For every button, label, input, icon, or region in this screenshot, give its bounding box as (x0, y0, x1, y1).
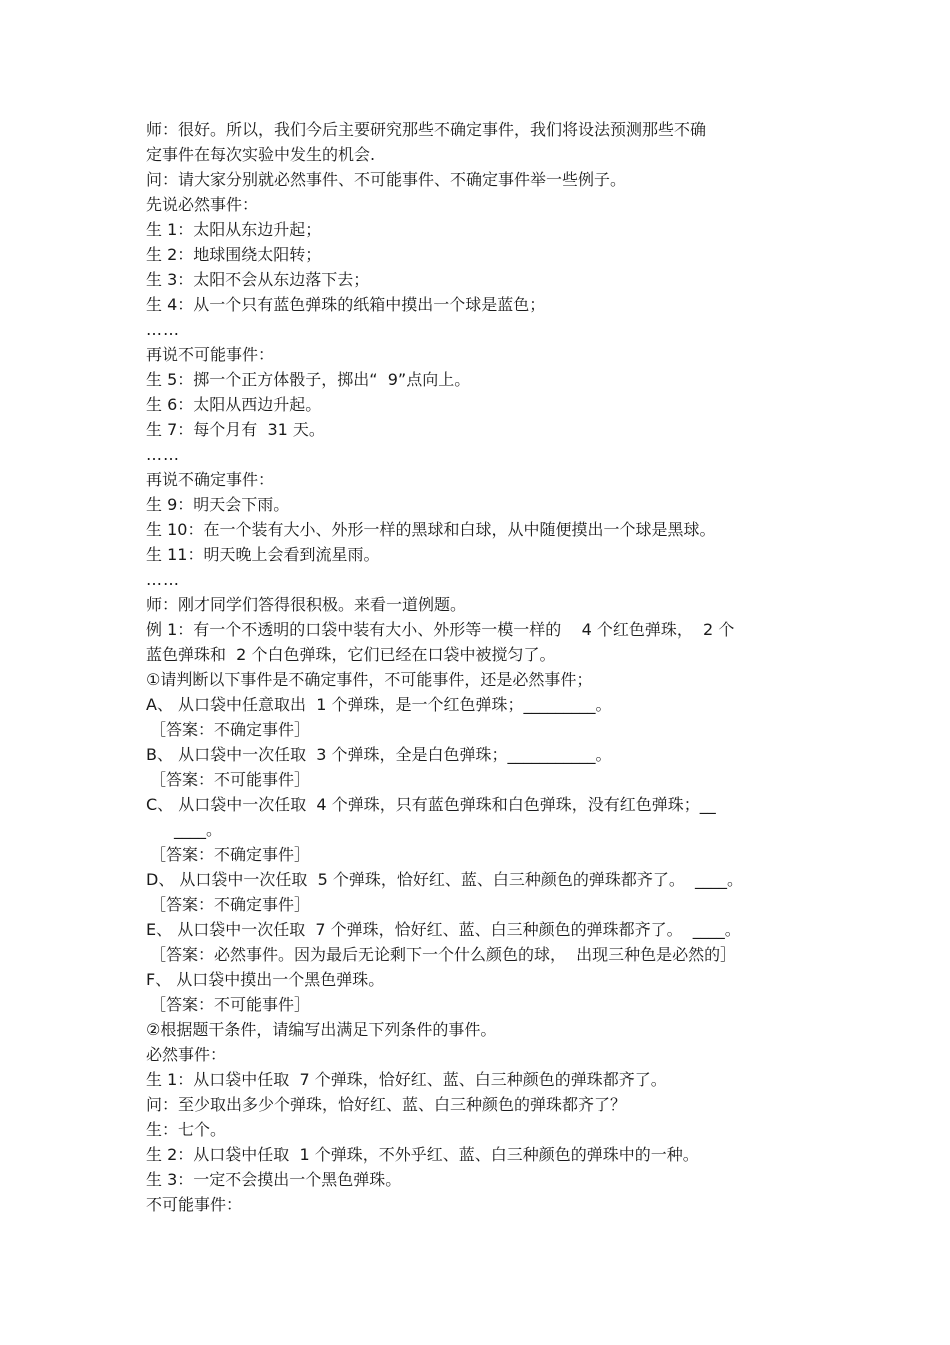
text-line: 必然事件： (146, 1045, 227, 1064)
answer-line: ［答案：不确定事件］ (150, 720, 311, 739)
text-line: 问：请大家分别就必然事件、不可能事件、不确定事件举一些例子。 (146, 170, 627, 189)
text-line: 先说必然事件： (146, 195, 259, 214)
text-line: 生 2：地球围绕太阳转； (146, 245, 322, 264)
answer-line: ［答案：不可能事件］ (150, 770, 311, 789)
text-line: 生 9：明天会下雨。 (146, 495, 290, 514)
text-line: 师：刚才同学们答得很积极。来看一道例题。 (146, 595, 467, 614)
text-line: 例 1：有一个不透明的口袋中装有大小、外形等一模一样的 4 个红色弹珠， 2 个 (146, 620, 735, 639)
text-line: 生：七个。 (146, 1120, 227, 1139)
answer-line: ［答案：不确定事件］ (150, 845, 311, 864)
document-body (146, 117, 826, 1217)
answer-line: ［答案：必然事件。因为最后无论剩下一个什么颜色的球， 出现三种色是必然的］ (150, 945, 737, 964)
question-item: A、 从口袋中任意取出 1 个弹珠，是一个红色弹珠；_________。 (146, 695, 612, 714)
text-line: 生 10：在一个装有大小、外形一样的黑球和白球，从中随便摸出一个球是黑球。 (146, 520, 716, 539)
question-item: B、 从口袋中一次任取 3 个弹珠，全是白色弹珠；___________。 (146, 745, 612, 764)
ellipsis-line: …… (146, 445, 180, 464)
answer-line: ［答案：不确定事件］ (150, 895, 311, 914)
text-line: 生 3：一定不会摸出一个黑色弹珠。 (146, 1170, 402, 1189)
question-item: F、 从口袋中摸出一个黑色弹珠。 (146, 970, 385, 989)
text-line: 生 7：每个月有 31 天。 (146, 420, 325, 439)
text-line: 生 5：掷一个正方体骰子，掷出“ 9”点向上。 (146, 370, 471, 389)
text-line: 生 11：明天晚上会看到流星雨。 (146, 545, 380, 564)
text-line: 生 1：从口袋中任取 7 个弹珠，恰好红、蓝、白三种颜色的弹珠都齐了。 (146, 1070, 667, 1089)
text-line: 生 6：太阳从西边升起。 (146, 395, 322, 414)
text-line: 生 1：太阳从东边升起； (146, 220, 322, 239)
text-line: 问：至少取出多少个弹珠，恰好红、蓝、白三种颜色的弹珠都齐了？ (146, 1095, 627, 1114)
text-line: 生 4：从一个只有蓝色弹珠的纸箱中摸出一个球是蓝色； (146, 295, 546, 314)
text-line: 生 2：从口袋中任取 1 个弹珠，不外乎红、蓝、白三种颜色的弹珠中的一种。 (146, 1145, 699, 1164)
ellipsis-line: …… (146, 570, 180, 589)
text-line: 蓝色弹珠和 2 个白色弹珠，它们已经在口袋中被搅匀了。 (146, 645, 556, 664)
ellipsis-line: …… (146, 320, 180, 339)
question-item: D、 从口袋中一次任取 5 个弹珠，恰好红、蓝、白三种颜色的弹珠都齐了。 ____。 (146, 870, 744, 889)
text-line: 师：很好。所以，我们今后主要研究那些不确定事件，我们将设法预测那些不确 (146, 120, 707, 139)
question-item-continuation: ____。 (174, 820, 223, 839)
text-line: 生 3：太阳不会从东边落下去； (146, 270, 370, 289)
answer-line: ［答案：不可能事件］ (150, 995, 311, 1014)
question-item: E、 从口袋中一次任取 7 个弹珠，恰好红、蓝、白三种颜色的弹珠都齐了。 ____。 (146, 920, 741, 939)
text-line: ①请判断以下事件是不确定事件，不可能事件，还是必然事件； (146, 670, 593, 689)
text-line: 定事件在每次实验中发生的机会. (146, 145, 376, 164)
text-line: 再说不可能事件： (146, 345, 275, 364)
text-line: ②根据题干条件，请编写出满足下列条件的事件。 (146, 1020, 497, 1039)
text-line: 不可能事件： (146, 1195, 243, 1214)
question-item: C、 从口袋中一次任取 4 个弹珠，只有蓝色弹珠和白色弹珠，没有红色弹珠；__ (146, 795, 716, 814)
text-line: 再说不确定事件： (146, 470, 275, 489)
